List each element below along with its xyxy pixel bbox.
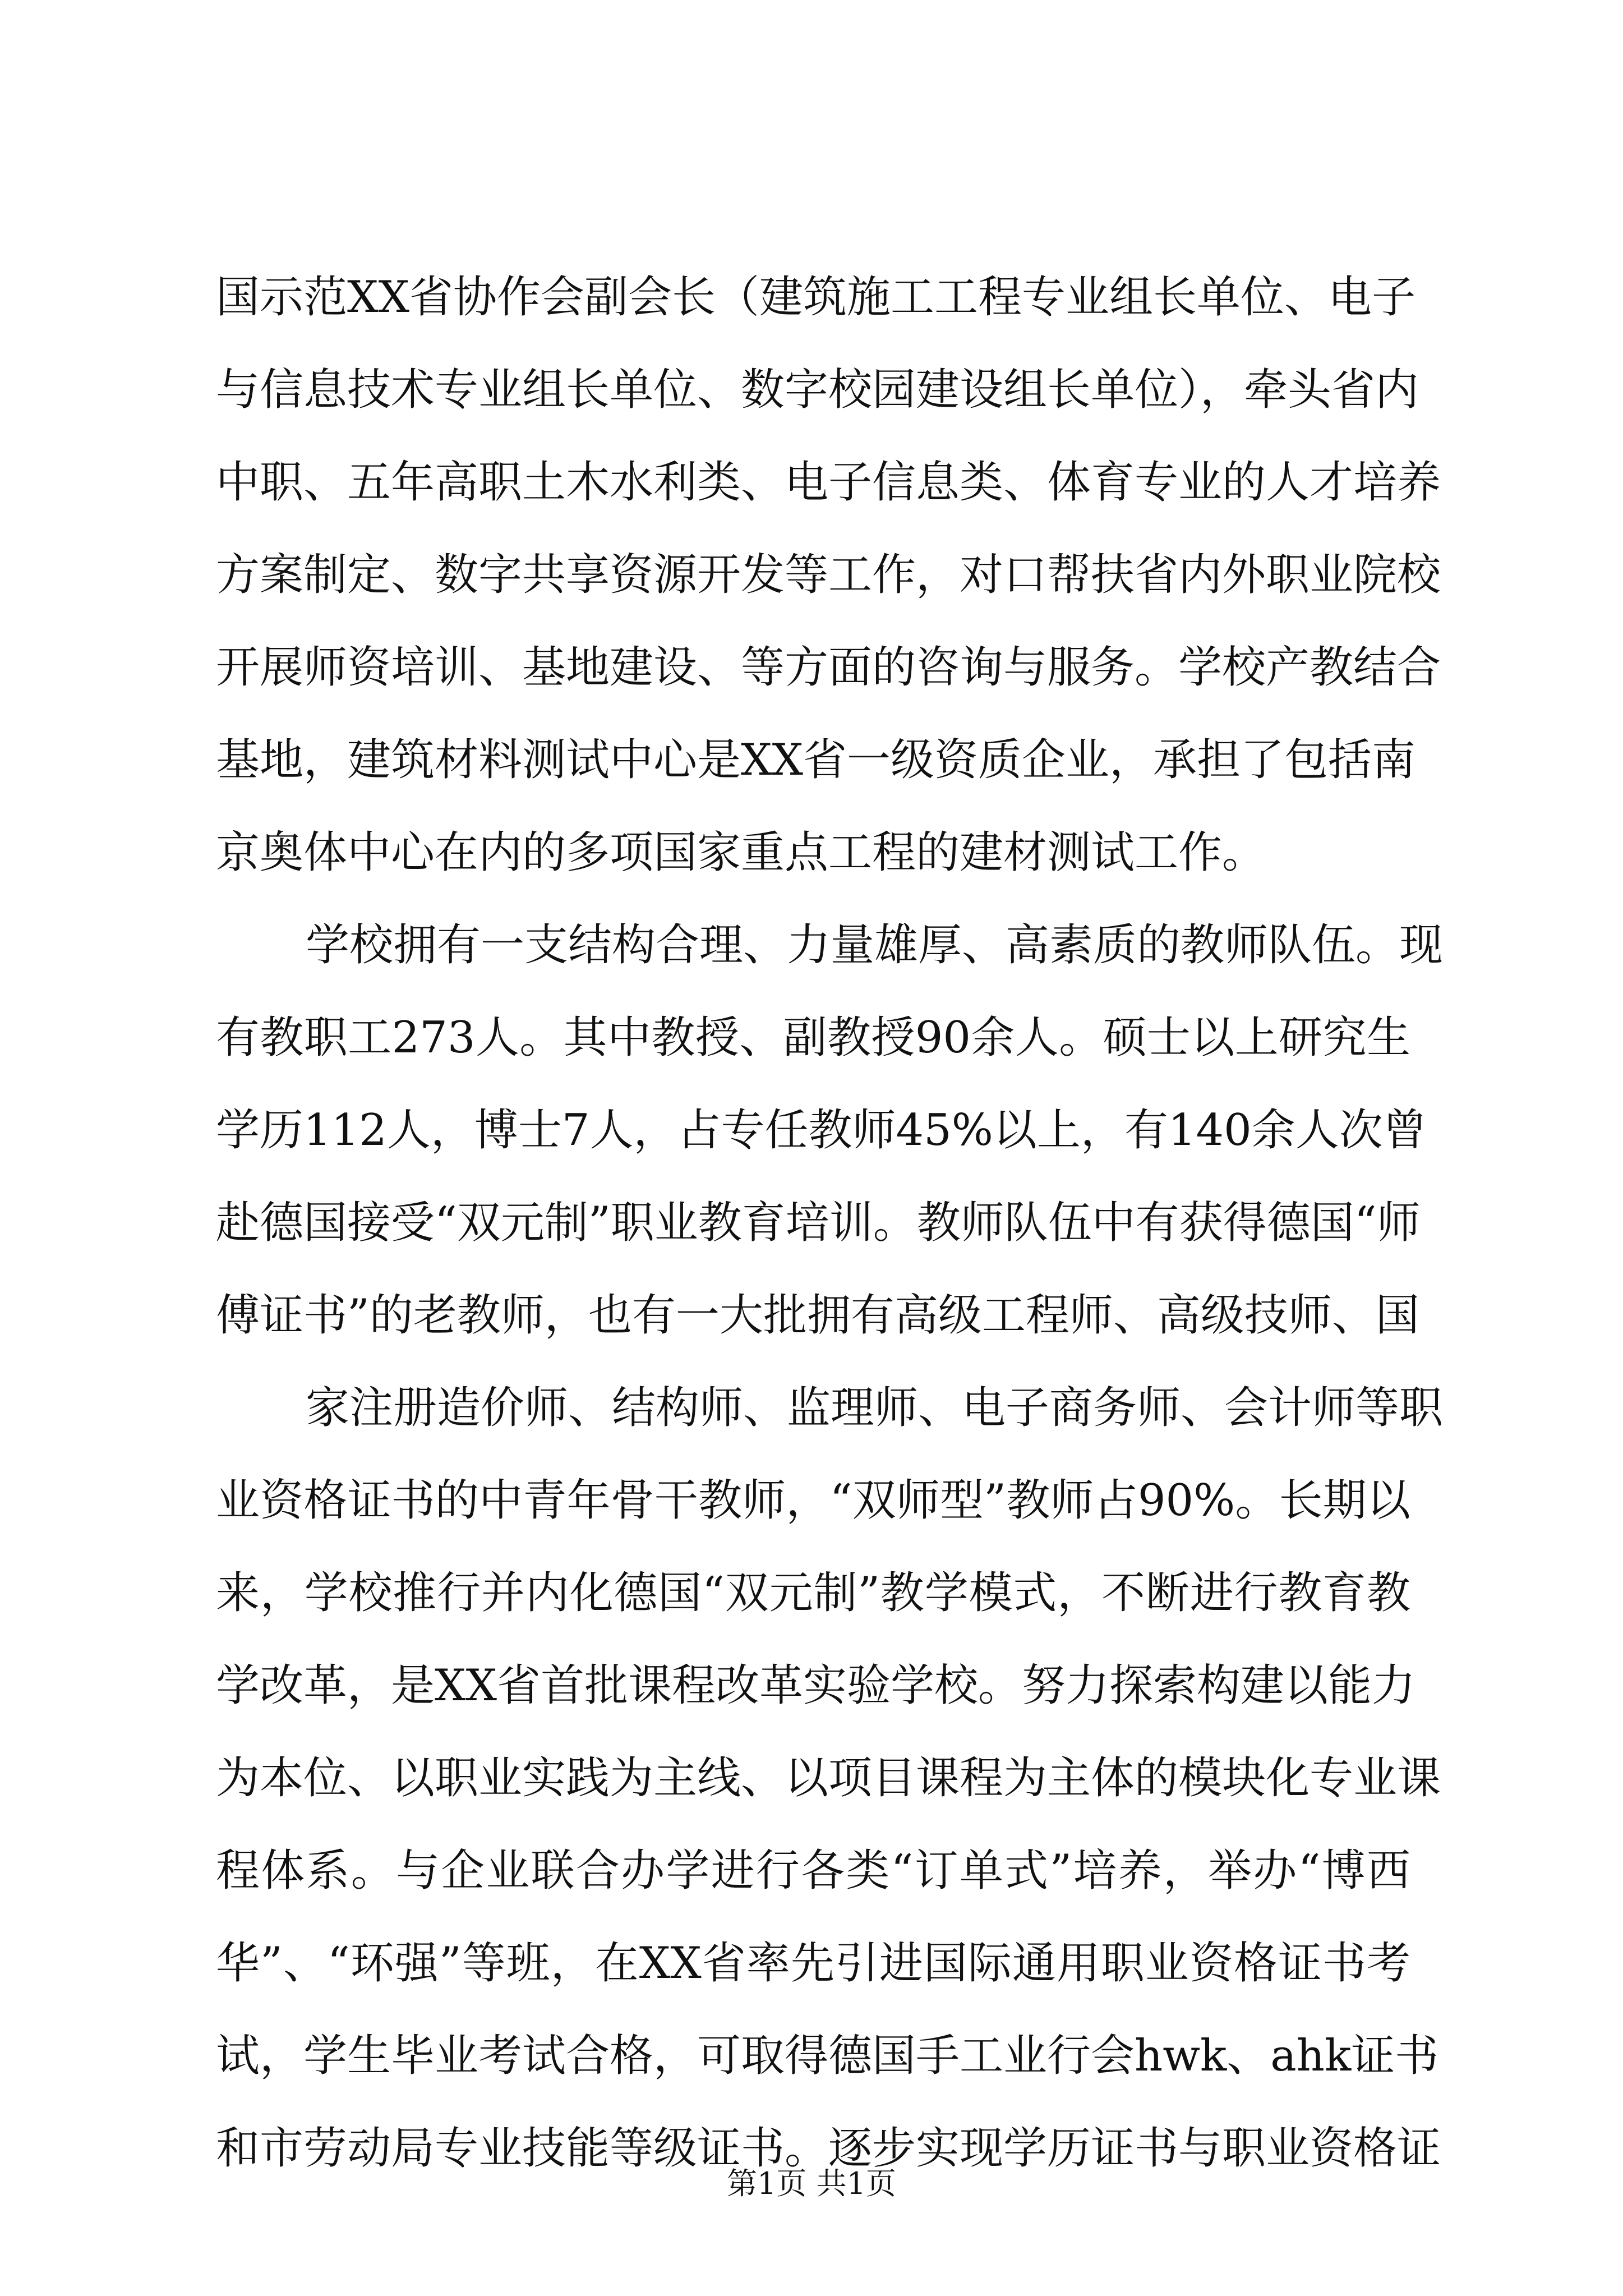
text-line: 方案制定、数字共享资源开发等工作，对口帮扶省内外职业院校 <box>216 550 1441 600</box>
text-line: 来，学校推行并内化德国“双元制”教学模式，不断进行教育教 <box>216 1568 1410 1618</box>
text-line: 学历112人，博士7人，占专任教师45%以上，有140余人次曾 <box>216 1105 1427 1156</box>
text-line: 程体系。与企业联合办学进行各类“订单式”培养，举办“博西 <box>216 1846 1410 1896</box>
text-line: 学改革，是XX省首批课程改革实验学校。努力探索构建以能力 <box>216 1660 1416 1711</box>
text-line: 傅证书”的老教师，也有一大批拥有高级工程师、高级技师、国 <box>216 1290 1419 1341</box>
text-line: 国示范XX省协作会副会长（建筑施工工程专业组长单位、电子 <box>216 272 1416 323</box>
text-line: 与信息技术专业组长单位、数字校园建设组长单位），牵头省内 <box>216 365 1419 415</box>
text-line: 京奥体中心在内的多项国家重点工程的建材测试工作。 <box>216 827 1266 878</box>
text-line: 华”、“环强”等班，在XX省率先引进国际通用职业资格证书考 <box>216 1938 1410 1989</box>
text-line: 基地，建筑材料测试中心是XX省一级资质企业，承担了包括南 <box>216 735 1416 785</box>
page-number-footer: 第1页 共1页 <box>727 2166 896 2201</box>
text-line: 开展师资培训、基地建设、等方面的咨询与服务。学校产教结合 <box>216 642 1441 693</box>
text-line: 家注册造价师、结构师、监理师、电子商务师、会计师等职 <box>306 1383 1444 1433</box>
document-body <box>216 269 1444 2213</box>
text-line: 中职、五年高职土木水利类、电子信息类、体育专业的人才培养 <box>216 457 1441 508</box>
text-line: 赴德国接受“双元制”职业教育培训。教师队伍中有获得德国“师 <box>216 1198 1421 1248</box>
text-line: 业资格证书的中青年骨干教师，“双师型”教师占90%。长期以 <box>216 1475 1410 1526</box>
text-line: 学校拥有一支结构合理、力量雄厚、高素质的教师队伍。现 <box>306 920 1444 970</box>
text-line: 为本位、以职业实践为主线、以项目课程为主体的模块化专业课 <box>216 1753 1441 1803</box>
text-line: 试，学生毕业考试合格，可取得德国手工业行会hwk、ahk证书 <box>216 2031 1439 2081</box>
text-line: 有教职工273人。其中教授、副教授90余人。硕士以上研究生 <box>216 1013 1410 1063</box>
text-line: 和市劳动局专业技能等级证书。逐步实现学历证书与职业资格证 <box>216 2123 1441 2174</box>
